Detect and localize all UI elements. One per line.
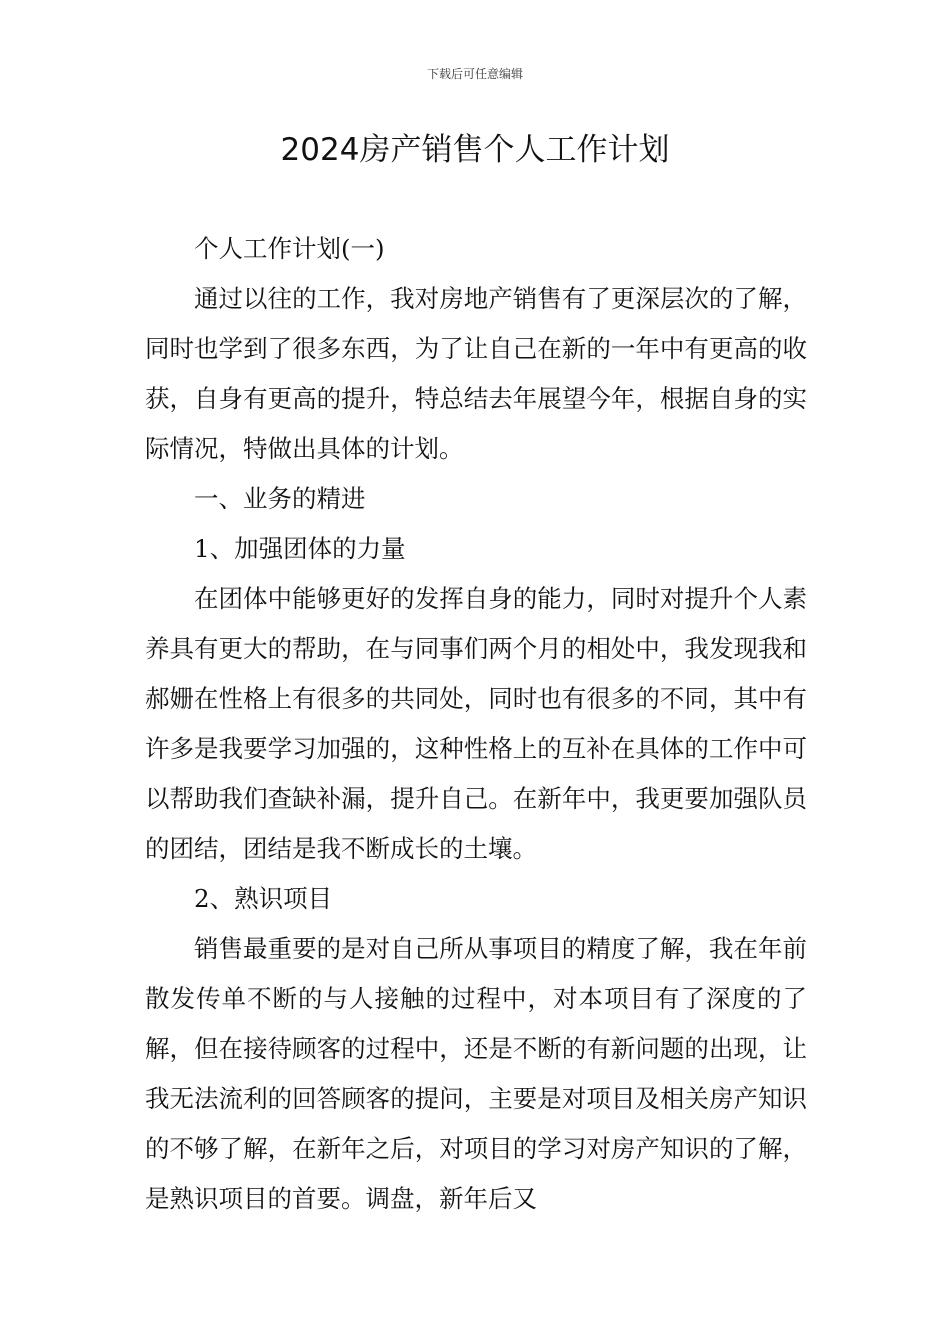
intro-paragraph: 通过以往的工作，我对房地产销售有了更深层次的了解，同时也学到了很多东西，为了让自己在新的一年中有更高的收获，自身有更高的提升，特总结去年展望今年，根据自身的实际情况，特做出具体的计划。 bbox=[145, 284, 807, 463]
subheading-project-knowledge: 2、熟识项目 bbox=[194, 884, 333, 913]
page-header-note: 下载后可任意编辑 bbox=[426, 67, 523, 81]
document-body bbox=[145, 224, 807, 1224]
section-heading-plan-one: 个人工作计划(一) bbox=[194, 234, 385, 263]
subheading-teamwork: 1、加强团体的力量 bbox=[194, 534, 406, 563]
project-knowledge-paragraph: 销售最重要的是对自己所从事项目的精度了解，我在年前散发传单不断的与人接触的过程中，对本项目有了深度的了解，但在接待顾客的过程中，还是不断的有新问题的出现，让我无法流利的回答顾客的提问，主要是对项目及相关房产知识的不够了解，在新年之后，对项目的学习对房产知识的了解，是熟识项目的首要。调盘，新年后又 bbox=[145, 934, 807, 1213]
section-heading-business: 一、业务的精进 bbox=[194, 484, 366, 513]
document-title: 2024房产销售个人工作计划 bbox=[280, 132, 670, 168]
teamwork-paragraph: 在团体中能够更好的发挥自身的能力，同时对提升个人素养具有更大的帮助，在与同事们两个月的相处中，我发现我和郝姗在性格上有很多的共同处，同时也有很多的不同，其中有许多是我要学习加强的，这种性格上的互补在具体的工作中可以帮助我们查缺补漏，提升自己。在新年中，我更要加强队员的团结，团结是我不断成长的土壤。 bbox=[145, 584, 807, 863]
